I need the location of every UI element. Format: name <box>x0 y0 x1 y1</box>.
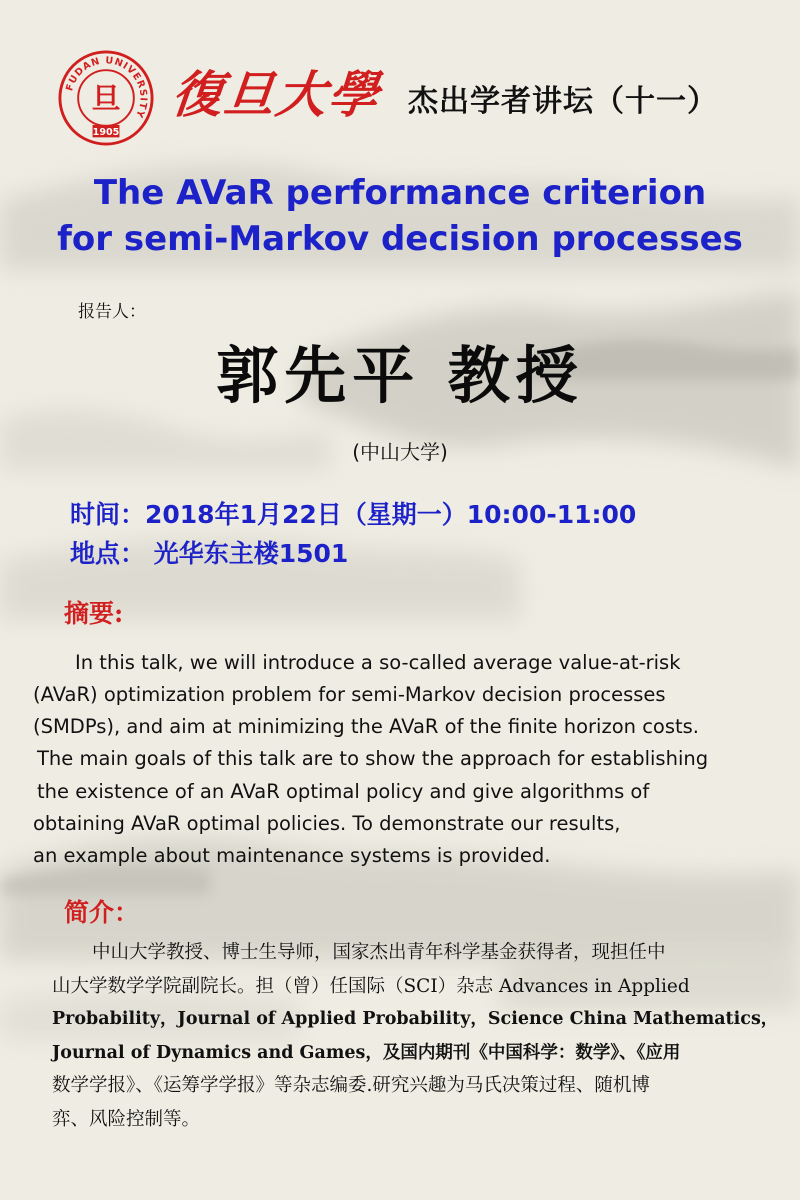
bio-line: 山大学数学学院副院长。担（曾）任国际（SCI）杂志 Advances in Applied <box>52 976 690 997</box>
abstract-line: The main goals of this talk are to show the approach for establishing <box>37 747 709 770</box>
abstract-line: the existence of an AVaR optimal policy and give algorithms of <box>37 780 650 803</box>
talk-title-line-2: for semi-Markov decision processes <box>57 219 743 259</box>
abstract-line: (AVaR) optimization problem for semi-Markov decision processes <box>33 683 666 706</box>
seal-year: 1905 <box>92 126 120 138</box>
speaker-label: 报告人： <box>78 302 146 322</box>
talk-time: 时间：2018年1月22日（星期一）10:00-11:00 <box>70 500 637 529</box>
speaker-name: 郭先平 教授 <box>216 339 584 412</box>
bio-line: 数学学报》、《运筹学学报》等杂志编委.研究兴趣为马氏决策过程、随机博 <box>52 1075 650 1096</box>
bio-line: 中山大学教授、博士生导师，国家杰出青年科学基金获得者，现担任中 <box>92 942 666 963</box>
bio-heading: 简介： <box>64 898 140 927</box>
lecture-series-title: 杰出学者讲坛（十一） <box>408 84 718 119</box>
talk-place: 地点： 光华东主楼1501 <box>70 539 349 568</box>
bio-line: Journal of Dynamics and Games，及国内期刊《中国科学：数学》、《应用 <box>52 1043 681 1063</box>
seal-center-glyph: 旦 <box>91 81 121 116</box>
bio-line: 弈、风险控制等。 <box>52 1109 201 1130</box>
university-name: 復旦大學 <box>168 65 384 124</box>
abstract-heading: 摘要: <box>64 599 124 628</box>
abstract-line: (SMDPs), and aim at minimizing the AVaR of the finite horizon costs. <box>33 715 700 738</box>
fudan-seal-logo <box>58 50 154 146</box>
seal-ring-text: FUDAN UNIVERSITY <box>64 55 149 120</box>
talk-title-line-1: The AVaR performance criterion <box>93 173 707 213</box>
abstract-line: an example about maintenance systems is provided. <box>33 844 551 867</box>
speaker-affiliation: (中山大学) <box>352 440 448 464</box>
abstract-line: obtaining AVaR optimal policies. To demonstrate our results, <box>33 812 621 835</box>
bio-line: Probability，Journal of Applied Probability，Science China Mathematics， <box>52 1009 779 1029</box>
abstract-line: In this talk, we will introduce a so-called average value-at-risk <box>75 651 681 674</box>
